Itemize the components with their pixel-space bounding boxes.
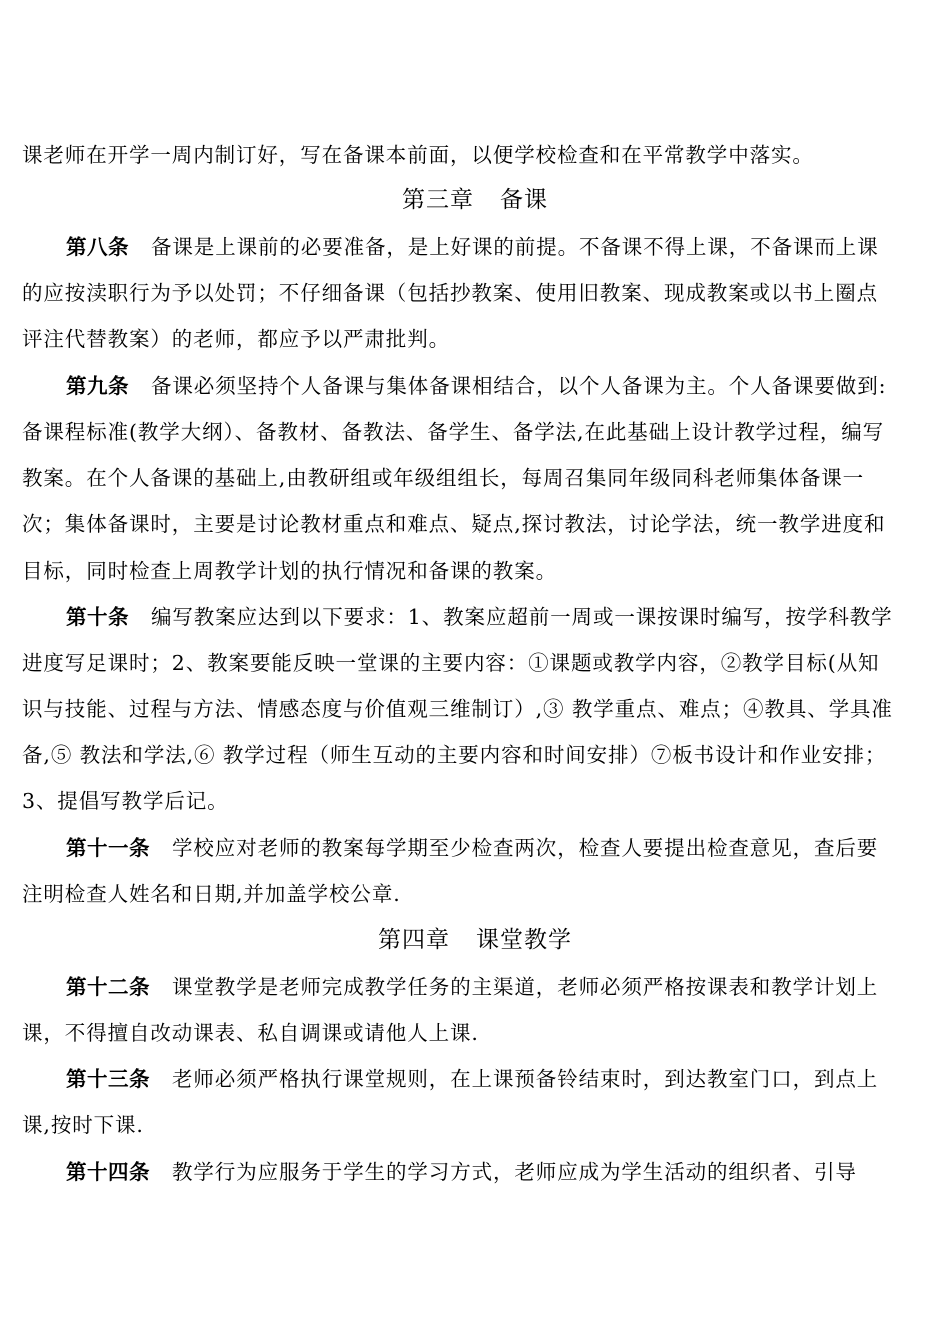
article-first-line xyxy=(66,973,878,1001)
article-text: 教学行为应服务于学生的学习方式，老师应成为学生活动的组织者、引导 xyxy=(172,1160,857,1184)
article-label: 第九条 xyxy=(66,374,129,398)
paragraph-line: 的应按渎职行为予以处罚；不仔细备课（包括抄教案、使用旧教案、现成教案或以书上圈点 xyxy=(22,281,878,305)
chapter-heading xyxy=(22,184,928,216)
article-text: 课堂教学是老师完成教学任务的主渠道，老师必须严格按课表和教学计划上 xyxy=(172,975,879,999)
article-label: 第十一条 xyxy=(66,836,150,860)
article-text: 编写教案应达到以下要求：1、教案应超前一周或一课按课时编写，按学科教学 xyxy=(151,605,893,629)
article-label: 第十二条 xyxy=(66,975,150,999)
paragraph-line: 3、提倡写教学后记。 xyxy=(22,789,229,813)
paragraph-line: 识与技能、过程与方法、情感态度与价值观三维制订）,③ 教学重点、难点；④教具、学具准 xyxy=(22,697,893,721)
article-text: 老师必须严格执行课堂规则，在上课预备铃结束时，到达教室门口，到点上 xyxy=(172,1067,879,1091)
article-first-line xyxy=(66,233,879,261)
chapter-title: 备课 xyxy=(500,187,548,213)
article-text: 学校应对老师的教案每学期至少检查两次，检查人要提出检查意见，查后要 xyxy=(172,836,879,860)
article-text: 备课必须坚持个人备课与集体备课相结合，以个人备课为主。个人备课要做到: xyxy=(151,374,887,398)
paragraph-line: 课，不得擅自改动课表、私自调课或请他人上课. xyxy=(22,1021,479,1045)
article-first-line xyxy=(66,372,886,400)
chapter-heading xyxy=(22,924,928,956)
chapter-number: 第四章 xyxy=(378,927,450,953)
article-first-line xyxy=(66,834,878,862)
paragraph-line: 备课程标准(教学大纲）、备教材、备教法、备学生、备学法,在此基础上设计教学过程，编写 xyxy=(22,420,885,444)
paragraph-line: 课,按时下课. xyxy=(22,1113,144,1137)
paragraph-line: 教案。在个人备课的基础上,由教研组或年级组组长，每周召集同年级同科老师集体备课一 xyxy=(22,466,865,490)
paragraph-line: 进度写足课时；2、教案要能反映一堂课的主要内容：①课题或教学内容，②教学目标(从知 xyxy=(22,651,880,675)
paragraph-line: 次；集体备课时，主要是讨论教材重点和难点、疑点,探讨教法，讨论学法，统一教学进度和 xyxy=(22,512,886,536)
article-label: 第十四条 xyxy=(66,1160,150,1184)
chapter-title: 课堂教学 xyxy=(476,927,572,953)
paragraph-line: 注明检查人姓名和日期,并加盖学校公章. xyxy=(22,882,401,906)
article-first-line xyxy=(66,603,893,631)
paragraph-line: 备,⑤ 教法和学法,⑥ 教学过程（师生互动的主要内容和时间安排）⑦板书设计和作业安排； xyxy=(22,743,887,767)
article-first-line xyxy=(66,1158,857,1186)
article-label: 第十三条 xyxy=(66,1067,150,1091)
paragraph-line: 课老师在开学一周内制订好，写在备课本前面，以便学校检查和在平常教学中落实。 xyxy=(22,143,814,167)
paragraph-line: 目标，同时检查上周教学计划的执行情况和备课的教案。 xyxy=(22,559,557,583)
article-first-line xyxy=(66,1065,878,1093)
article-label: 第十条 xyxy=(66,605,129,629)
article-text: 备课是上课前的必要准备，是上好课的前提。不备课不得上课，不备课而上课 xyxy=(151,235,879,259)
chapter-number: 第三章 xyxy=(402,187,474,213)
paragraph-line: 评注代替教案）的老师，都应予以严肃批判。 xyxy=(22,327,450,351)
article-label: 第八条 xyxy=(66,235,129,259)
